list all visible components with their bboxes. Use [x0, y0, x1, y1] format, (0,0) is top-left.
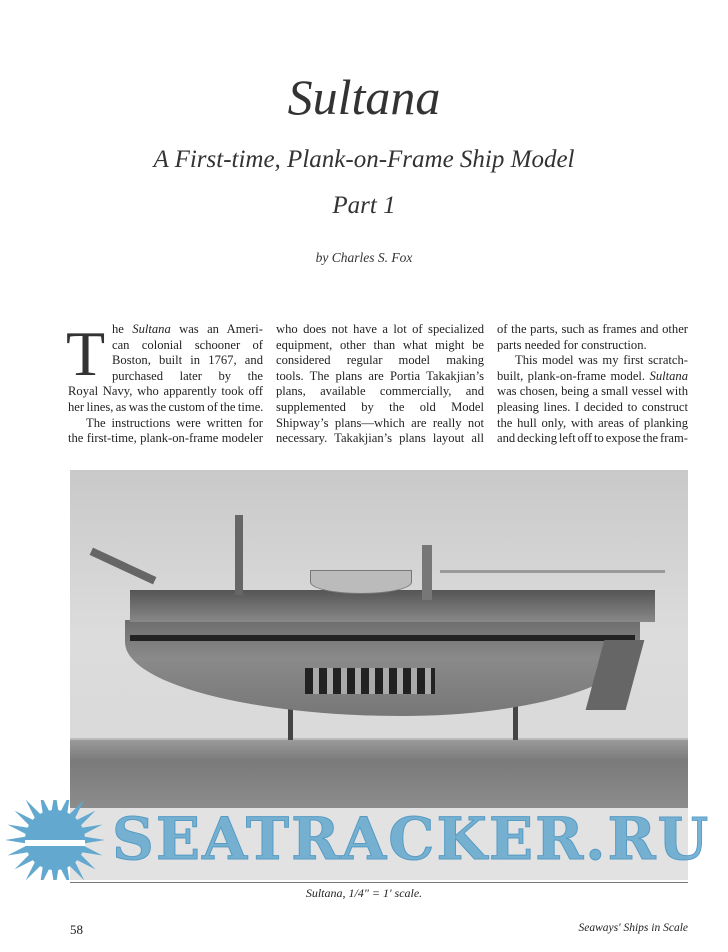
mast-fore: [235, 515, 243, 595]
sun-ray: [60, 865, 70, 880]
text-line: This model was my first scratch-: [515, 353, 688, 368]
byline: by Charles S. Fox: [315, 250, 413, 265]
photo-caption: Sultana, 1/4" = 1' scale.: [305, 886, 423, 900]
sun-ray: [7, 845, 29, 855]
text-line: plans, available commercially, and: [276, 384, 484, 399]
column-3: [497, 322, 688, 447]
bowsprit: [90, 548, 157, 585]
article-part: Part 1: [332, 192, 396, 219]
article-subtitle: A First-time, Plank-on-Frame Ship Model: [153, 146, 575, 173]
text-line: equipment, other than what might be: [276, 337, 484, 352]
sun-ray: [51, 800, 58, 812]
text-line: who does not have a lot of specialized: [276, 322, 484, 336]
sun-ray: [5, 836, 27, 843]
text-line: parts needed for construction.: [497, 337, 647, 352]
column-1: [66, 318, 264, 447]
bulwark: [130, 590, 655, 622]
sun-ray: [15, 811, 35, 827]
text-line: built, plank-on-frame model. Sultana: [497, 368, 688, 383]
ship-model-photo: [70, 470, 688, 880]
text-line: considered regular model making: [276, 353, 484, 368]
frames: [305, 668, 435, 694]
text-line: the first-time, plank-on-frame modeler: [68, 431, 263, 446]
watermark-text: SEATRACKER.RU: [112, 805, 711, 873]
text-line: of the parts, such as frames and other: [497, 322, 688, 336]
hull-wale: [130, 635, 635, 641]
column-2: [276, 322, 484, 447]
text-line: can colonial schooner of: [112, 337, 263, 352]
text-line: her lines, as was the custom of the time.: [68, 399, 264, 414]
sun-ray: [51, 868, 58, 880]
caption-rule: [70, 882, 688, 883]
page-number: 58: [70, 922, 83, 937]
magazine-name: Seaways' Ships in Scale: [578, 922, 688, 934]
text-line: Royal Navy, who apparently took off: [68, 384, 263, 399]
text-line: supplemented by the old Model: [276, 399, 484, 414]
display-base: [70, 738, 688, 810]
text-line: The instructions were written for: [86, 415, 263, 430]
sun-ray: [40, 865, 50, 880]
sun-ray: [40, 800, 50, 815]
sun-ray: [7, 825, 29, 835]
rail: [440, 570, 665, 573]
sun-ray: [26, 860, 42, 880]
text-line: he Sultana was an Ameri-: [112, 322, 263, 336]
text-line: was chosen, being a small vessel with: [497, 384, 688, 399]
text-line: and decking left off to expose the fram-: [497, 431, 688, 446]
mast-main: [422, 545, 432, 600]
ships-boat: [310, 570, 412, 594]
text-line: tools. The plans are Portia Takakjian’s: [276, 368, 484, 383]
text-line: purchased later by the: [112, 368, 263, 383]
text-line: Shipway’s plans—which are really not: [276, 415, 484, 430]
text-line: necessary. Takakjian’s plans layout all: [276, 431, 484, 446]
sun-ray: [60, 800, 70, 815]
text-line: pleasing lines. I decided to construct: [497, 399, 688, 414]
text-line: the hull only, with areas of planking: [497, 415, 688, 430]
text-line: Boston, built in 1767, and: [112, 353, 263, 368]
base-shadow: [70, 808, 688, 880]
sun-ray: [15, 853, 35, 869]
article-title: Sultana: [287, 69, 441, 125]
sun-ray: [26, 800, 42, 820]
drop-cap: T: [66, 318, 106, 389]
